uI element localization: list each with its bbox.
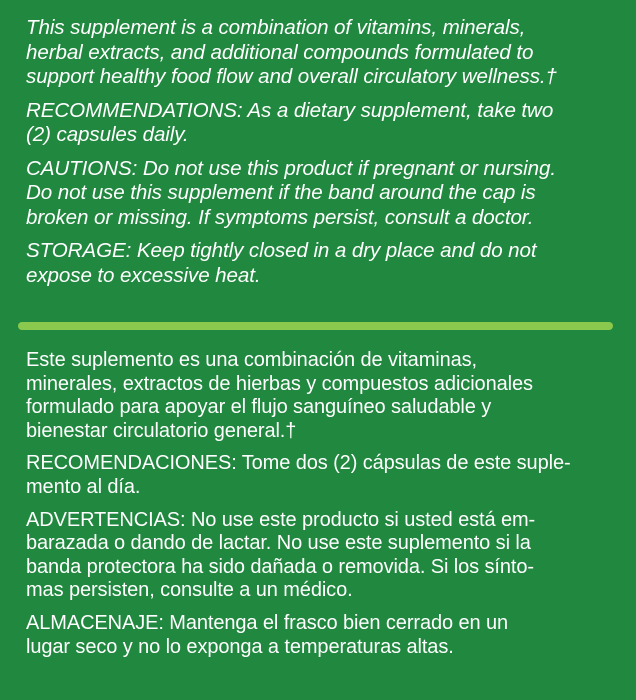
spanish-warnings [26, 509, 618, 603]
spanish-description [26, 349, 618, 443]
english-description-line: herbal extracts, and additional compounds formulated to [26, 40, 534, 64]
english-recommendations-line: (2) capsules daily. [26, 123, 189, 146]
english-cautions-line: broken or missing. If symptoms persist, consult a doctor. [26, 205, 534, 229]
english-recommendations-line: RECOMMENDATIONS: As a dietary supplement, take two [26, 98, 554, 122]
english-cautions [26, 157, 618, 231]
english-description-line: This supplement is a combination of vitamins, minerals, [26, 16, 526, 39]
spanish-warnings-line: banda protectora ha sido dañada o removida. Si los sínto- [26, 555, 534, 578]
english-storage [26, 239, 618, 288]
spanish-warnings-line: ADVERTENCIAS: No use este producto si usted está em- [26, 508, 536, 531]
english-cautions-line: CAUTIONS: Do not use this product if pregnant or nursing. [26, 156, 556, 180]
english-description [26, 16, 618, 90]
section-divider [18, 322, 613, 330]
english-storage-line: STORAGE: Keep tightly closed in a dry place and do not [26, 239, 537, 262]
english-storage-line: expose to excessive heat. [26, 263, 261, 287]
spanish-description-line: minerales, extractos de hierbas y compuestos adicionales [26, 372, 533, 395]
spanish-description-line: formulado para apoyar el flujo sanguíneo saludable y [26, 396, 492, 419]
spanish-recommendations [26, 452, 618, 499]
english-cautions-line: Do not use this supplement if the band around the cap is [26, 181, 536, 204]
spanish-storage-line: ALMACENAJE: Mantenga el frasco bien cerrado en un [26, 611, 509, 634]
spanish-recommendations-line: mento al día. [26, 475, 141, 498]
spanish-storage [26, 612, 618, 659]
spanish-section [26, 349, 618, 668]
english-description-line: support healthy food flow and overall circulatory wellness.† [26, 65, 557, 88]
spanish-recommendations-line: RECOMENDACIONES: Tome dos (2) cápsulas de este suple- [26, 452, 571, 475]
spanish-description-line: Este suplemento es una combinación de vitaminas, [26, 349, 478, 371]
english-section [26, 16, 618, 297]
spanish-storage-line: lugar seco y no lo exponga a temperaturas altas. [26, 635, 454, 658]
english-recommendations [26, 99, 618, 148]
spanish-description-line: bienestar circulatorio general.† [26, 419, 297, 442]
spanish-warnings-line: barazada o dando de lactar. No use este suplemento si la [26, 532, 531, 555]
spanish-warnings-line: mas persisten, consulte a un médico. [26, 579, 353, 602]
